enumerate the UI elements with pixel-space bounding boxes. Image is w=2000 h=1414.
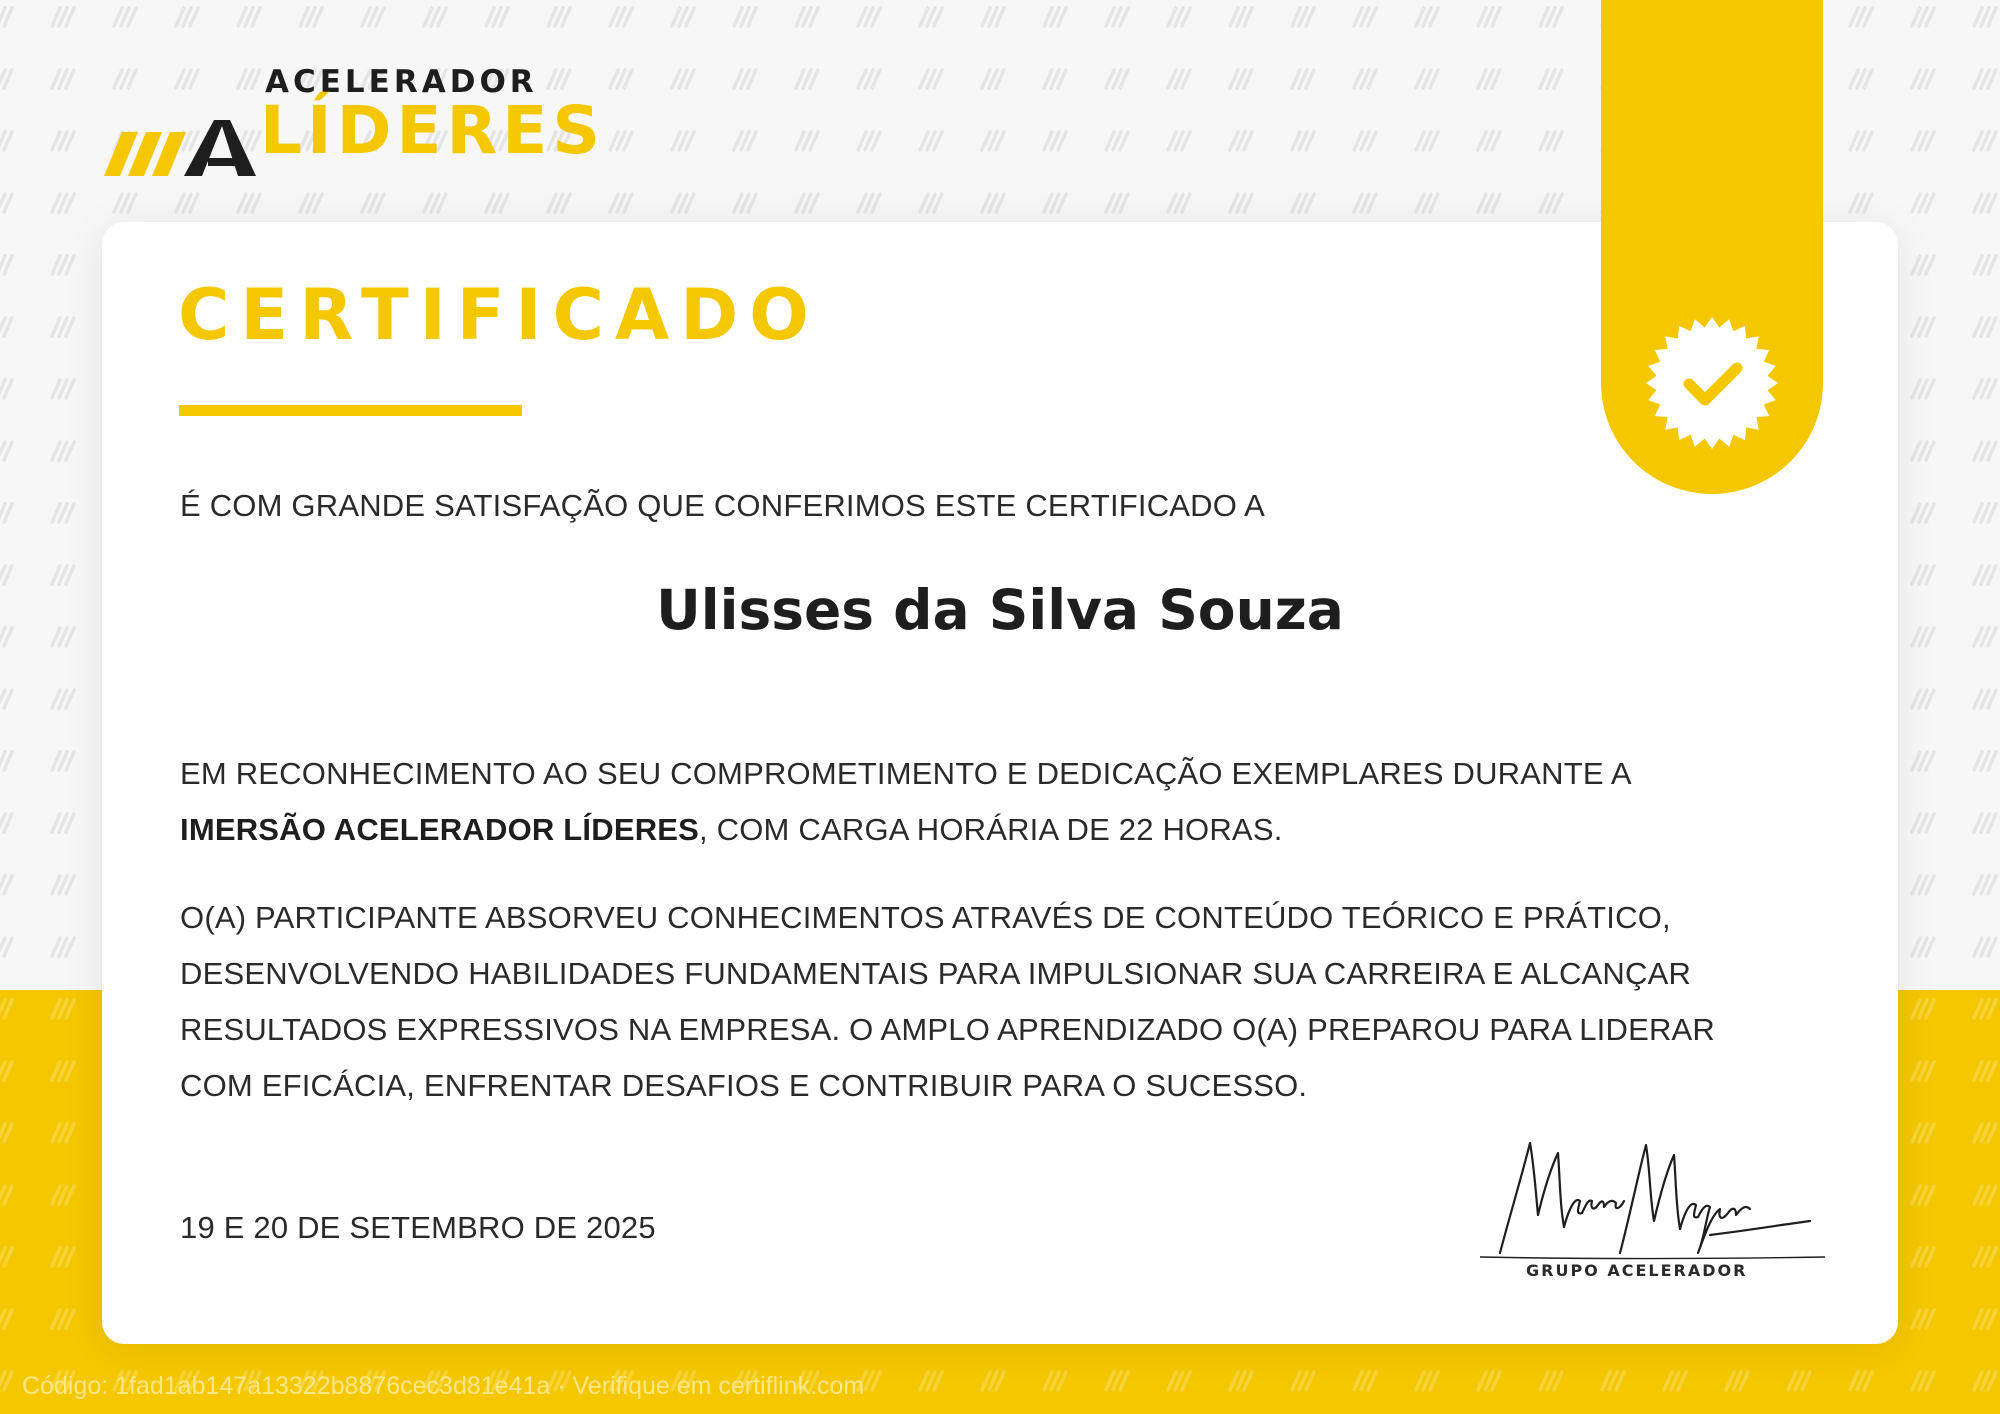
logo <box>100 62 700 172</box>
logo-text-top: ACELERADOR <box>265 64 538 100</box>
description-paragraph <box>180 890 1715 1114</box>
description-line-1: O(A) PARTICIPANTE ABSORVEU CONHECIMENTOS ATRAVÉS DE CONTEÚDO TEÓRICO E PRÁTICO, <box>180 900 1671 935</box>
program-name: IMERSÃO ACELERADOR LÍDERES <box>180 812 700 847</box>
recognition-line-1: EM RECONHECIMENTO AO SEU COMPROMETIMENTO E DEDICAÇÃO EXEMPLARES DURANTE A <box>180 756 1632 791</box>
intro-text: É COM GRANDE SATISFAÇÃO QUE CONFERIMOS ESTE CERTIFICADO A <box>180 488 1266 523</box>
signature-caption: GRUPO ACELERADOR <box>1526 1261 1748 1280</box>
certificate-title: CERTIFICADO <box>178 274 820 356</box>
recognition-paragraph <box>180 746 1632 858</box>
logo-stripes-icon <box>100 120 260 180</box>
logo-text-bottom: LÍDERES <box>260 92 605 169</box>
check-badge-icon <box>1645 316 1779 450</box>
description-line-2: DESENVOLVENDO HABILIDADES FUNDAMENTAIS PARA IMPULSIONAR SUA CARREIRA E ALCANÇAR <box>180 956 1692 991</box>
title-underline <box>179 405 522 416</box>
description-line-4: COM EFICÁCIA, ENFRENTAR DESAFIOS E CONTRIBUIR PARA O SUCESSO. <box>180 1068 1308 1103</box>
verification-code[interactable]: Código: 1fad1ab147a13322b8876cec3d81e41a · Verifique em certiflink.com <box>22 1372 865 1400</box>
recipient-name: Ulisses da Silva Souza <box>656 578 1344 642</box>
recognition-line-2 <box>180 802 1632 858</box>
description-line-3: RESULTADOS EXPRESSIVOS NA EMPRESA. O AMPLO APRENDIZADO O(A) PREPAROU PARA LIDERAR <box>180 1012 1716 1047</box>
workload-text: , COM CARGA HORÁRIA DE 22 HORAS. <box>699 812 1283 847</box>
event-date: 19 E 20 DE SETEMBRO DE 2025 <box>180 1210 656 1245</box>
